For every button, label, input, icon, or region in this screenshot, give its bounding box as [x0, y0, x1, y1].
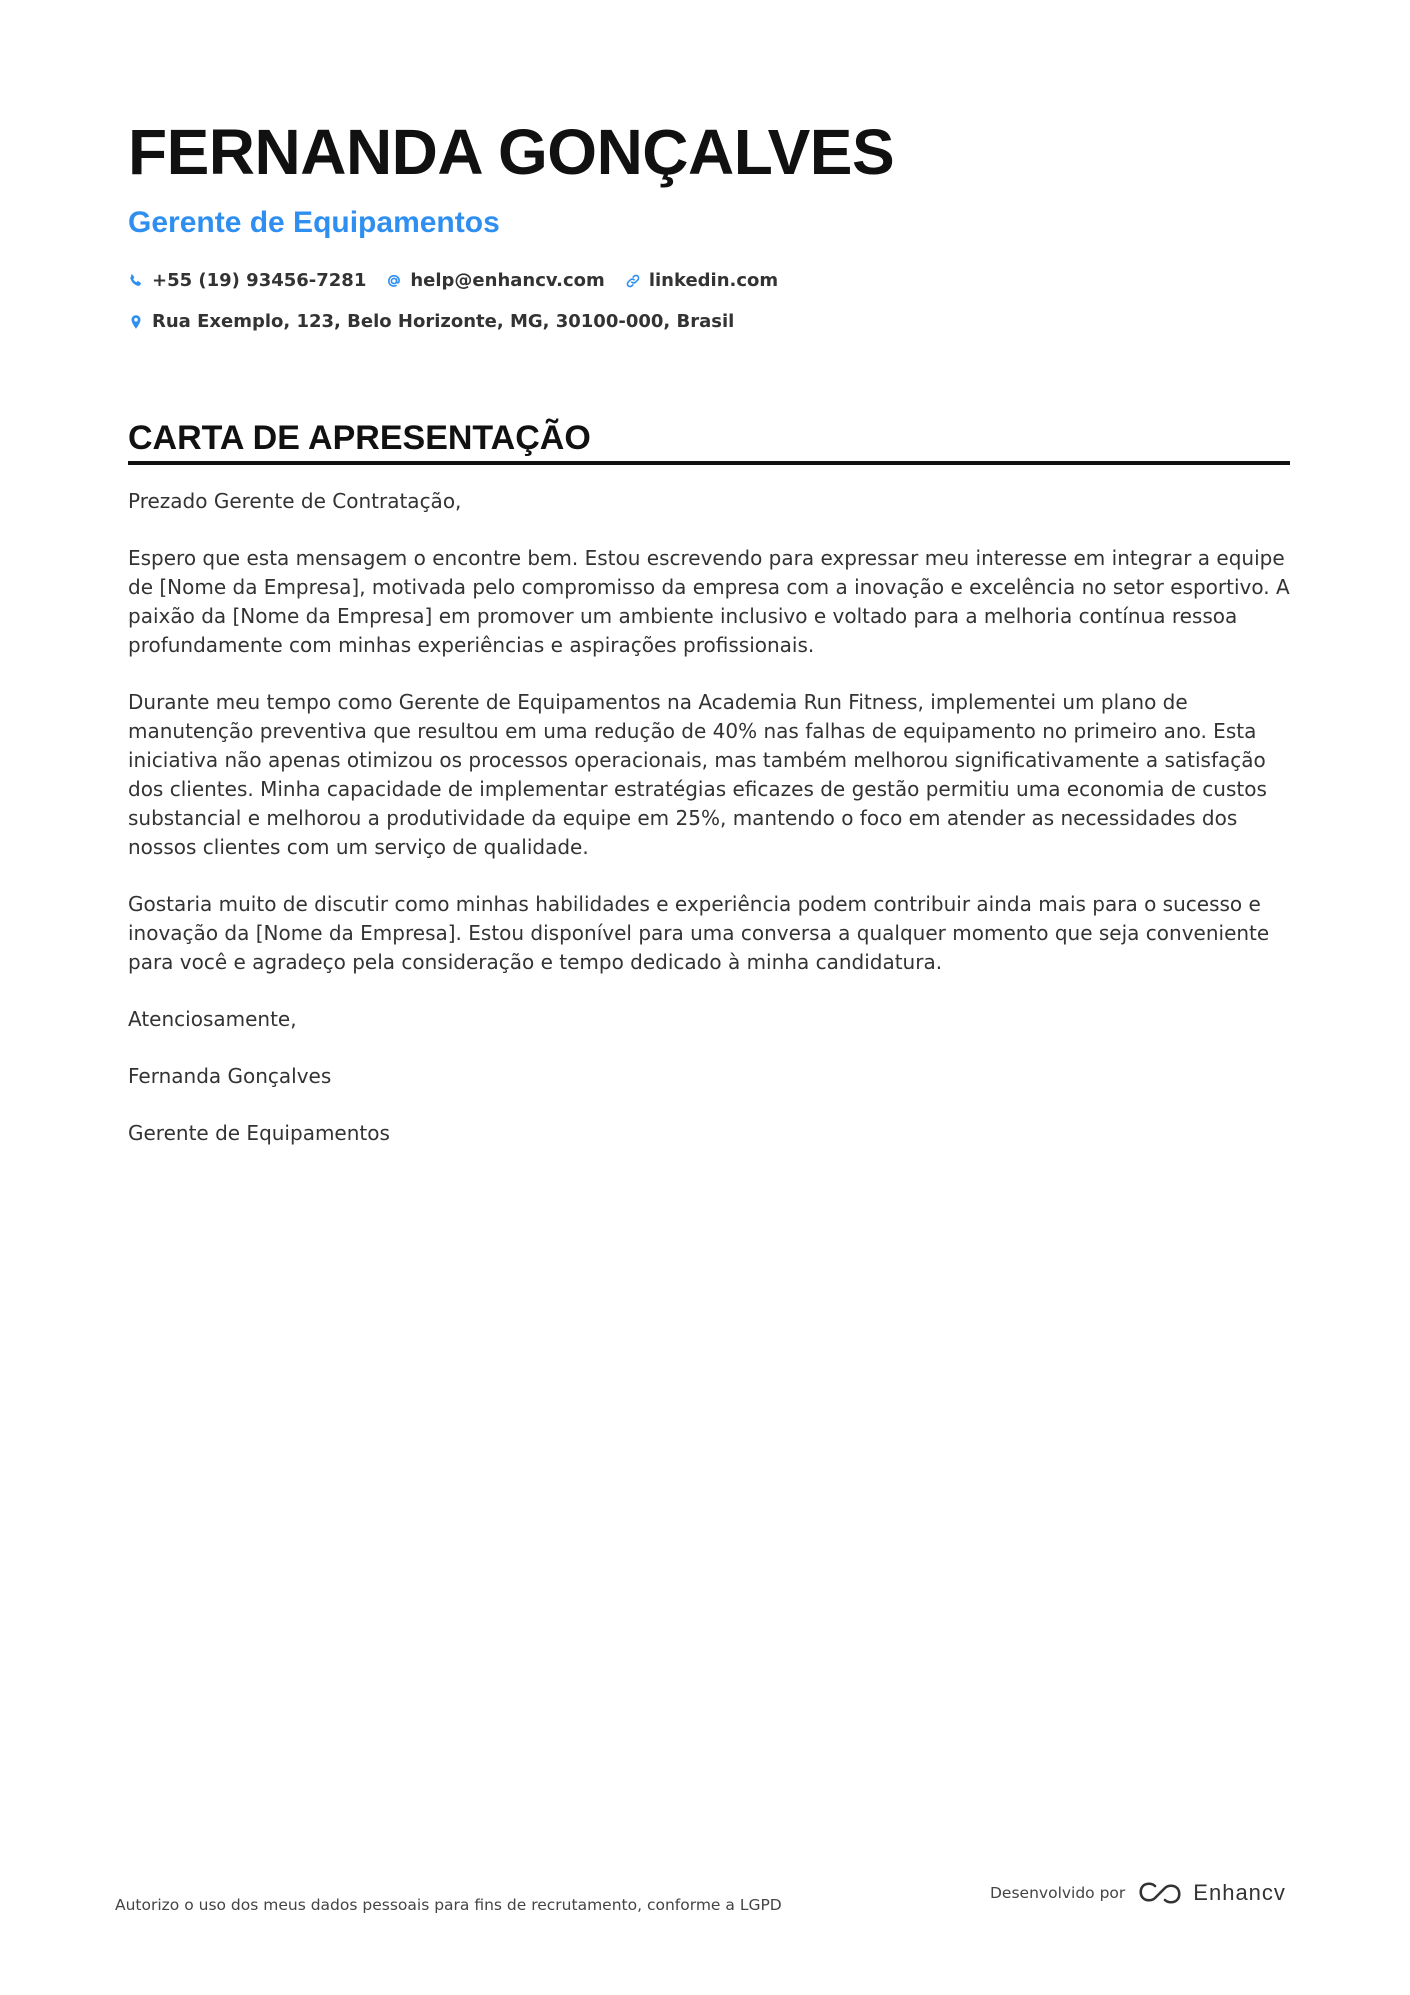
letter-paragraph: Gostaria muito de discutir como minhas habilidades e experiência podem contribuir ainda mais para o sucesso e inovação da [Nome da Empresa]. Estou disponível para uma conversa a qualquer momento que seja conveniente para você e agradeço pela consideração e tempo dedicado à minha candidatura. [128, 892, 1270, 975]
phone-contact [128, 270, 366, 291]
address-contact [128, 311, 734, 332]
map-pin-icon [128, 314, 144, 330]
signature-name: Fernanda Gonçalves [128, 1064, 332, 1089]
phone-text: +55 (19) 93456-7281 [152, 270, 367, 291]
letter-greeting: Prezado Gerente de Contratação, [128, 489, 462, 514]
candidate-name: FERNANDA GONÇALVES [128, 116, 895, 188]
letter-paragraph: Espero que esta mensagem o encontre bem. Estou escrevendo para expressar meu interesse em integrar a equipe de [Nome da Empresa], motivada pelo compromisso da empresa com a inovação e excelência no setor esportivo. A paixão da [Nome da Empresa] em promover um ambiente inclusivo e voltado para a melhoria contínua ressoa profundamente com minhas experiências e aspirações profissionais. [128, 546, 1290, 658]
address-text: Rua Exemplo, 123, Belo Horizonte, MG, 30100-000, Brasil [152, 311, 735, 332]
powered-by-label: Desenvolvido por [990, 1884, 1126, 1902]
consent-notice: Autorizo o uso dos meus dados pessoais para fins de recrutamento, conforme a LGPD [115, 1896, 782, 1914]
phone-icon [128, 273, 144, 289]
email-contact[interactable] [386, 270, 604, 291]
at-sign-icon [386, 273, 402, 289]
letter-body [128, 487, 1290, 1148]
website-contact[interactable] [625, 270, 778, 291]
email-link[interactable]: help@enhancv.com [410, 270, 605, 291]
contact-row [128, 270, 1290, 291]
address-row [128, 311, 1290, 332]
powered-by[interactable] [990, 1880, 1286, 1906]
section-title: CARTA DE APRESENTAÇÃO [128, 420, 1290, 465]
letter-paragraph: Durante meu tempo como Gerente de Equipamentos na Academia Run Fitness, implementei um plano de manutenção preventiva que resultou em uma redução de 40% nas falhas de equipamento no primeiro ano. Esta iniciativa não apenas otimizou os processos operacionais, mas também melhorou significativamente a satisfação dos clientes. Minha capacidade de implementar estratégias eficazes de gestão permitiu uma economia de custos substancial e melhorou a produtividade da equipe em 25%, mantendo o foco em atender as necessidades dos nossos clientes com um serviço de qualidade. [128, 690, 1267, 860]
signature-title: Gerente de Equipamentos [128, 1121, 390, 1146]
candidate-role: Gerente de Equipamentos [128, 206, 500, 239]
link-icon [625, 273, 641, 289]
brand-name: Enhancv [1193, 1880, 1286, 1905]
website-link[interactable]: linkedin.com [648, 270, 779, 291]
brand-link[interactable] [1137, 1880, 1286, 1906]
letter-closing: Atenciosamente, [128, 1007, 297, 1032]
enhancv-logo-icon [1137, 1880, 1183, 1906]
cover-letter-page [128, 100, 1290, 1176]
